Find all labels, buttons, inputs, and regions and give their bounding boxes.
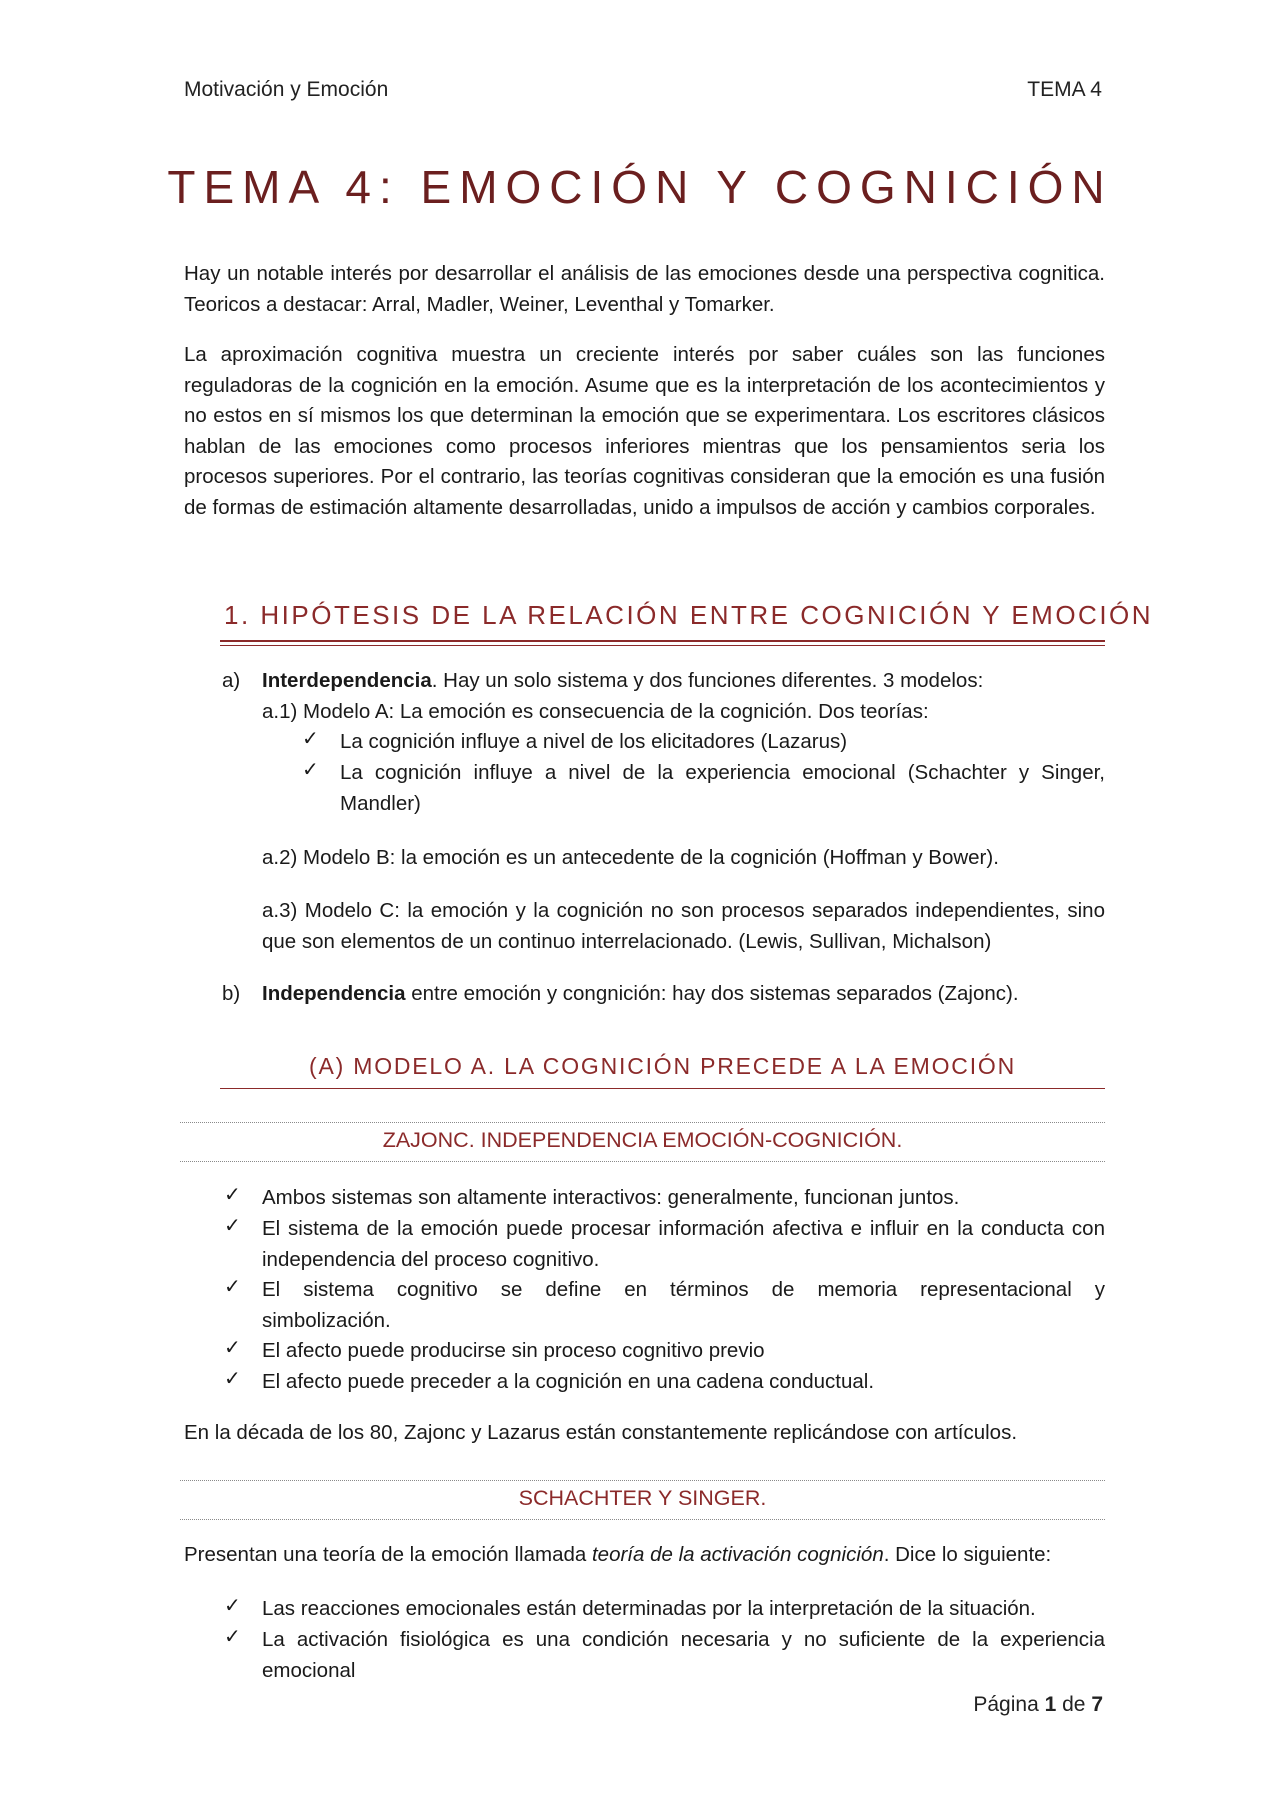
schachter-heading: SCHACHTER Y SINGER. <box>518 1486 767 1510</box>
zajonc-item-4: El afecto puede producirse sin proceso cognitivo previo <box>262 1339 765 1362</box>
zajonc-after-text: En la década de los 80, Zajonc y Lazarus están constantemente replicándose con artículos. <box>184 1421 1018 1444</box>
zajonc-top-rule <box>180 1122 1105 1123</box>
list-marker-b: b) <box>222 982 241 1005</box>
item-b-rest: entre emoción y congnición: hay dos sistemas separados (Zajonc). <box>405 982 1019 1005</box>
check-icon: ✓ <box>224 1184 241 1206</box>
schachter-top-rule <box>180 1480 1105 1481</box>
list-marker-a: a) <box>222 669 241 692</box>
check-icon: ✓ <box>224 1276 241 1298</box>
schachter-intro <box>184 1540 1051 1571</box>
schachter-intro-pre: Presentan una teoría de la emoción llamada <box>184 1543 592 1566</box>
item-a2: a.2) Modelo B: la emoción es un antecedente de la cognición (Hoffman y Bower). <box>262 846 999 869</box>
section-1-rule <box>220 640 1105 642</box>
check-icon: ✓ <box>224 1337 241 1359</box>
zajonc-item-5: El afecto puede preceder a la cognición en una cadena conductual. <box>262 1370 875 1393</box>
footer-page-number: 1 <box>1044 1693 1057 1716</box>
footer-pre: Página <box>973 1693 1045 1716</box>
page-footer <box>973 1693 1103 1717</box>
footer-total-pages: 7 <box>1091 1693 1103 1716</box>
subsection-a-rule <box>220 1088 1105 1089</box>
schachter-bottom-rule <box>180 1519 1105 1520</box>
item-a <box>262 666 983 697</box>
check-icon: ✓ <box>224 1368 241 1390</box>
page-title: TEMA 4: EMOCIÓN Y COGNICIÓN <box>167 161 1113 213</box>
header-right: TEMA 4 <box>1027 78 1102 101</box>
zajonc-item-2: El sistema de la emoción puede procesar información afectiva e influir en la conducta con independencia del proceso cognitivo. <box>262 1217 1105 1271</box>
intro-paragraph-1: Hay un notable interés por desarrollar el análisis de las emociones desde una perspectiva cognitica. Teoricos a destacar: Arral, Madler, Weiner, Leventhal y Tomarker. <box>184 262 1105 316</box>
schachter-item-1: Las reacciones emocionales están determinadas por la interpretación de la situación. <box>262 1597 1036 1620</box>
zajonc-bottom-rule <box>180 1161 1105 1162</box>
item-b <box>262 979 1019 1010</box>
section-1-heading: 1. HIPÓTESIS DE LA RELACIÓN ENTRE COGNICIÓN Y EMOCIÓN <box>224 600 1154 630</box>
zajonc-item-3: El sistema cognitivo se define en términos de memoria representacional y simbolización. <box>262 1278 1105 1332</box>
check-icon: ✓ <box>224 1215 241 1237</box>
section-1-rule-thin <box>220 645 1105 646</box>
header-left: Motivación y Emoción <box>184 78 389 101</box>
check-icon: ✓ <box>224 1626 241 1648</box>
item-a-rest: . Hay un solo sistema y dos funciones diferentes. 3 modelos: <box>431 669 984 692</box>
item-a1: a.1) Modelo A: La emoción es consecuencia de la cognición. Dos teorías: <box>262 700 929 723</box>
item-a3: a.3) Modelo C: la emoción y la cognición no son procesos separados independientes, sino que son elementos de un continuo interrelacionado. (Lewis, Sullivan, Michalson) <box>262 899 1105 953</box>
zajonc-heading: ZAJONC. INDEPENDENCIA EMOCIÓN-COGNICIÓN. <box>382 1128 903 1152</box>
subsection-a-heading: (A) MODELO A. LA COGNICIÓN PRECEDE A LA EMOCIÓN <box>308 1053 1017 1079</box>
item-a-bold: Interdependencia <box>262 669 432 692</box>
zajonc-item-1: Ambos sistemas son altamente interactivos: generalmente, funcionan juntos. <box>262 1186 960 1209</box>
check-icon: ✓ <box>302 759 319 781</box>
check-icon: ✓ <box>302 728 319 750</box>
intro-paragraph-2: La aproximación cognitiva muestra un creciente interés por saber cuáles son las funciones reguladoras de la cognición en la emoción. Asume que es la interpretación de los acontecimientos y no estos en sí mismos los que determinan la emoción que se experimentara. Los escritores clásicos hablan de las emociones como procesos inferiores mientras que los pensamientos seria los procesos superiores. Por el contrario, las teorías cognitivas consideran que la emoción es una fusión de formas de estimación altamente desarrolladas, unido a impulsos de acción y cambios corporales. <box>184 343 1105 519</box>
a1-item-2: La cognición influye a nivel de la experiencia emocional (Schachter y Singer, Mandler) <box>340 761 1105 815</box>
check-icon: ✓ <box>224 1595 241 1617</box>
item-b-bold: Independencia <box>262 982 406 1005</box>
a1-item-1: La cognición influye a nivel de los elicitadores (Lazarus) <box>340 730 848 753</box>
schachter-intro-post: . Dice lo siguiente: <box>883 1543 1052 1566</box>
schachter-item-2: La activación fisiológica es una condición necesaria y no suficiente de la experiencia emocional <box>262 1628 1105 1682</box>
footer-mid: de <box>1056 1693 1092 1716</box>
schachter-intro-em: teoría de la activación cognición <box>591 1543 884 1566</box>
